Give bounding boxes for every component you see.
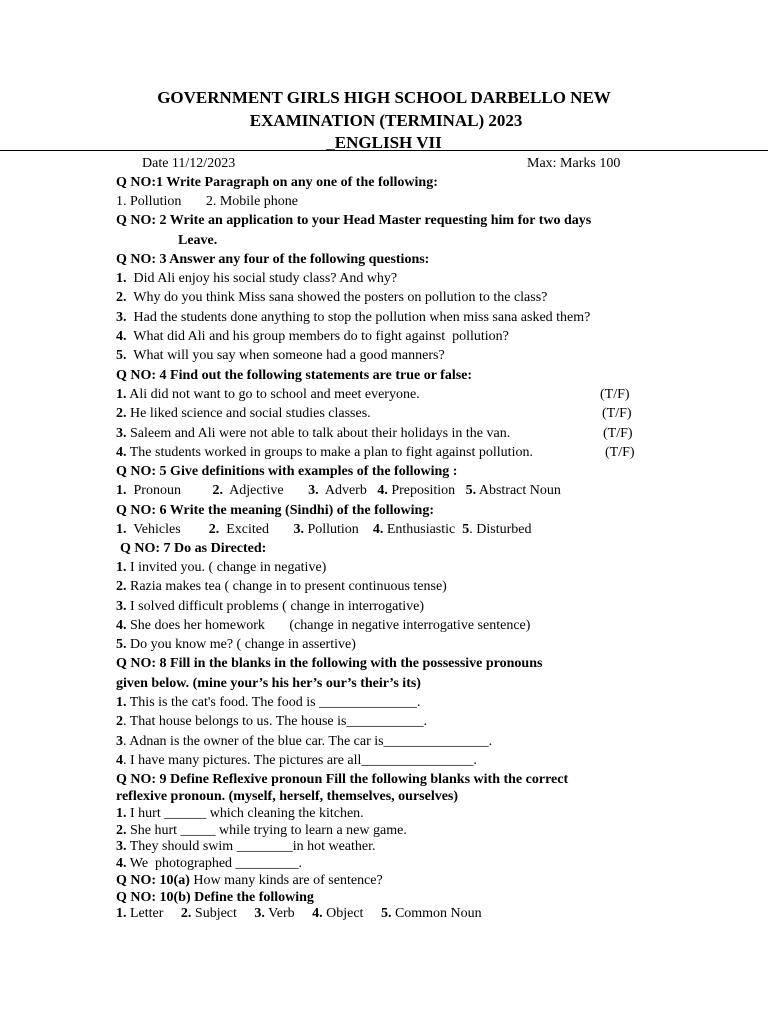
q9-item [116, 855, 302, 873]
item-text: Ali did not want to go to school and meet everyone. [126, 387, 420, 402]
item-number: 2. [212, 483, 223, 498]
q9-heading: Q NO: 9 Define Reflexive pronoun Fill the following blanks with the correct [116, 772, 569, 787]
item-text: We photographed _________. [126, 856, 303, 871]
item-text: . That house belongs to us. The house is___________. [123, 714, 427, 729]
item-number: 1. [116, 906, 127, 921]
q10b-items [116, 905, 482, 923]
item-number: 3. [293, 522, 304, 537]
item-number: 2. [116, 579, 127, 594]
item-number: 4. [116, 856, 127, 871]
item-number: 3. [116, 310, 127, 325]
item-number: 2. [116, 290, 127, 305]
item-text: This is the cat's food. The food is ______________. [126, 695, 421, 710]
item-number: 2 [116, 714, 123, 729]
max-marks: Max: Marks 100 [527, 156, 621, 171]
q10a [116, 872, 383, 890]
q8-item [116, 713, 427, 731]
q5-items [116, 482, 561, 500]
item-number: 4. [116, 329, 127, 344]
item-number: 3 [116, 734, 123, 749]
item-text: He liked science and social studies classes. [126, 406, 371, 421]
q8-item [116, 694, 421, 712]
q7-item [116, 559, 326, 577]
item-text: . I have many pictures. The pictures are all________________. [123, 753, 477, 768]
item-text: Pollution [303, 522, 373, 537]
q2-heading: Q NO: 2 Write an application to your Head Master requesting him for two days [116, 213, 592, 228]
item-number: 2. [180, 906, 192, 921]
q8-item [116, 752, 477, 770]
header-divider [0, 150, 768, 151]
item-text: Abstract Noun [476, 483, 561, 498]
item-text: Razia makes tea ( change in to present continuous tense) [126, 579, 447, 594]
item-number: 1. [116, 271, 127, 286]
item-number: 1. [116, 695, 127, 710]
item-text: Why do you think Miss sana showed the posters on pollution to the class? [126, 290, 548, 305]
item-text: Enthusiastic [383, 522, 463, 537]
item-number: 3. [116, 426, 127, 441]
item-number: 2. [208, 522, 220, 537]
q5-heading: Q NO: 5 Give definitions with examples of the following : [116, 464, 458, 479]
q3-item [116, 347, 445, 365]
q9-item [116, 805, 364, 823]
item-text: Did Ali enjoy his social study class? And why? [126, 271, 398, 286]
q10a-text: How many kinds are of sentence? [189, 873, 383, 888]
item-number: 1. [116, 522, 127, 537]
item-number: 5. [465, 483, 477, 498]
q10a-label: Q NO: 10(a) [116, 873, 190, 888]
item-number: 3. [308, 483, 319, 498]
item-number: 4. [116, 445, 127, 460]
exam-date: Date 11/12/2023 [142, 156, 236, 171]
school-name: GOVERNMENT GIRLS HIGH SCHOOL DARBELLO NEW [157, 88, 611, 107]
item-text: Vehicles [126, 522, 209, 537]
item-text: Pronoun [126, 483, 213, 498]
item-text: Preposition [387, 483, 466, 498]
item-number: 5 [462, 522, 470, 537]
q7-item [116, 636, 356, 654]
tf-marker: (T/F) [602, 406, 632, 421]
item-text: I invited you. ( change in negative) [126, 560, 327, 575]
item-number: 1. [116, 483, 127, 498]
q4-item [116, 405, 371, 423]
q3-heading: Q NO: 3 Answer any four of the following questions: [116, 252, 430, 267]
item-number: 4. [116, 618, 127, 633]
item-text: Letter [126, 906, 181, 921]
item-text: Verb [264, 906, 313, 921]
q8-item [116, 733, 492, 751]
item-text: Subject [191, 906, 255, 921]
q7-item [116, 617, 530, 635]
q6-items [116, 521, 531, 539]
item-text: Adverb [318, 483, 378, 498]
subject-title: _ENGLISH VII [326, 133, 442, 152]
item-text: Had the students done anything to stop the pollution when miss sana asked them? [126, 310, 591, 325]
item-number: 2. [116, 823, 127, 838]
q8-heading-cont: given below. (mine your’s his her’s our’s their’s its) [116, 676, 421, 691]
item-number: 1. [116, 560, 127, 575]
q6-heading: Q NO: 6 Write the meaning (Sindhi) of the following: [116, 503, 434, 518]
item-text: She hurt _____ while trying to learn a new game. [126, 823, 407, 838]
item-text: She does her homework (change in negative interrogative sentence) [126, 618, 531, 633]
q1-heading: Q NO:1 Write Paragraph on any one of the following: [116, 175, 438, 190]
q4-item [116, 444, 533, 462]
tf-marker: (T/F) [600, 387, 630, 402]
tf-marker: (T/F) [603, 426, 633, 441]
item-number: 5. [380, 906, 392, 921]
item-number: 1. [116, 806, 127, 821]
q4-item [116, 386, 420, 404]
item-text: What will you say when someone had a good manners? [126, 348, 445, 363]
q4-item [116, 425, 510, 443]
item-text: They should swim ________in hot weather. [126, 839, 376, 854]
q8-heading: Q NO: 8 Fill in the blanks in the following with the possessive pronouns [116, 656, 543, 671]
q3-item [116, 309, 590, 327]
exam-title: EXAMINATION (TERMINAL) 2023 [245, 111, 523, 130]
q10b-heading: Q NO: 10(b) Define the following [116, 890, 314, 905]
q9-item [116, 838, 376, 856]
item-text: . Disturbed [469, 522, 532, 537]
q7-heading: Q NO: 7 Do as Directed: [120, 541, 267, 556]
item-number: 4. [312, 906, 323, 921]
item-text: Adjective [222, 483, 309, 498]
tf-marker: (T/F) [605, 445, 635, 460]
q7-item [116, 578, 447, 596]
q3-item [116, 289, 547, 307]
item-number: 5. [116, 637, 127, 652]
item-text: What did Ali and his group members do to fight against pollution? [126, 329, 509, 344]
item-text: Common Noun [391, 906, 482, 921]
q1-options: 1. Pollution 2. Mobile phone [116, 194, 298, 209]
item-text: Excited [219, 522, 294, 537]
item-number: 4. [372, 522, 384, 537]
item-text: Saleem and Ali were not able to talk about their holidays in the van. [126, 426, 511, 441]
q2-heading-cont: Leave. [178, 233, 218, 248]
item-number: 3. [116, 599, 127, 614]
item-text: The students worked in groups to make a plan to fight against pollution. [126, 445, 533, 460]
item-number: 3. [254, 906, 265, 921]
q9-heading-cont: reflexive pronoun. (myself, herself, themselves, ourselves) [116, 789, 459, 804]
item-number: 1. [116, 387, 127, 402]
item-text: . Adnan is the owner of the blue car. The car is_______________. [123, 734, 493, 749]
item-number: 3. [116, 839, 127, 854]
item-number: 2. [116, 406, 127, 421]
q7-item [116, 598, 424, 616]
item-text: I hurt ______ which cleaning the kitchen. [126, 806, 364, 821]
item-number: 5. [116, 348, 127, 363]
q3-item [116, 270, 397, 288]
item-text: I solved difficult problems ( change in interrogative) [126, 599, 425, 614]
q4-heading: Q NO: 4 Find out the following statements are true or false: [116, 368, 473, 383]
item-number: 4. [377, 483, 388, 498]
item-text: Do you know me? ( change in assertive) [126, 637, 356, 652]
item-number: 4 [116, 753, 123, 768]
q3-item [116, 328, 509, 346]
item-text: Object [322, 906, 381, 921]
